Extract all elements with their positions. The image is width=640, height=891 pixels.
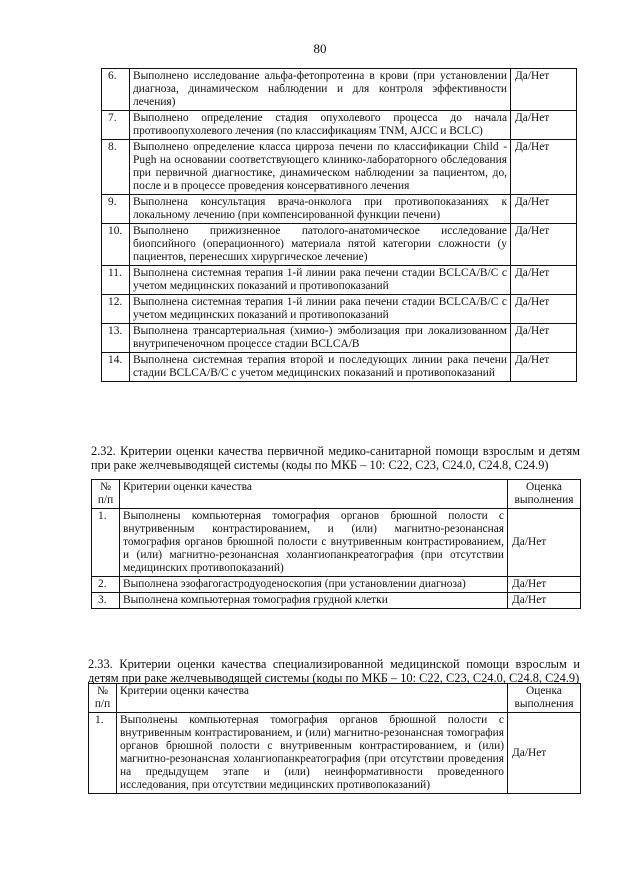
criteria-text: Выполнены компьютерная томография органов брюшной полости с внутривенным контрастированием, и (или) магнитно-резонансная томография органов брюшной полости с внутривенным контрастированием, и (или) магнитно-резонансная холангиопанкреатография (при отсутствии проведения на предыдущем этапе и (или) неинформативности проведенного исследования, при отсутствии медицинских противопоказаний): [117, 713, 508, 794]
result-cell: Да/Нет: [508, 593, 581, 609]
table-header-row: [89, 684, 581, 713]
result-cell: Да/Нет: [511, 224, 577, 266]
criteria-text: Выполнено прижизненное патолого-анатомическое исследование биопсийного (операционного) материала пятой категории сложности (у пациентов, перенесших хирургическое лечение): [130, 224, 511, 266]
row-number: 10.: [102, 224, 130, 266]
table-row: [102, 266, 577, 295]
table-row: [89, 713, 581, 794]
criteria-text: Выполнена компьютерная томография грудной клетки: [120, 593, 508, 609]
criteria-text: Выполнено определение стадия опухолевого процесса до начала противоопухолевого лечения (по классификациям TNM, AJCC и BCLC): [130, 111, 511, 140]
column-header-criteria: Критерии оценки качества: [120, 480, 508, 509]
row-number: 1.: [92, 509, 120, 577]
page-number: 80: [313, 41, 327, 56]
table-row: [102, 69, 577, 111]
result-cell: Да/Нет: [511, 111, 577, 140]
column-header-result: Оценка выполнения: [508, 480, 581, 509]
section-heading-2-32: 2.32. Критерии оценки качества первичной медико-санитарной помощи взрослым и детям при раке желчевыводящей системы (коды по МКБ – 10: C22, C23, C24.0, C24.8, C24.9): [91, 444, 580, 472]
table-row: [92, 509, 581, 577]
result-cell: Да/Нет: [508, 509, 581, 577]
table-row: [102, 324, 577, 353]
row-number: 1.: [89, 713, 117, 794]
criteria-text: Выполнена системная терапия 1-й линии рака печени стадии BCLCA/B/C с учетом медицинских показаний и противопоказаний: [130, 295, 511, 324]
criteria-text: Выполнена системная терапия второй и последующих линии рака печени стадии BCLCA/B/C с учетом медицинских показаний и противопоказаний: [130, 353, 511, 382]
column-header-number: № п/п: [89, 684, 117, 713]
row-number: 14.: [102, 353, 130, 382]
row-number: 3.: [92, 593, 120, 609]
criteria-text: Выполнены компьютерная томография органов брюшной полости с внутривенным контрастированием, и (или) магнитно-резонансная томография органов брюшной полости с внутривенным контрастированием, и (или) магнитно-резонансная холангиопанкреатография (при отсутствии медицинских противопоказаний): [120, 509, 508, 577]
result-cell: Да/Нет: [511, 324, 577, 353]
table-row: [102, 195, 577, 224]
table-row: [92, 593, 581, 609]
row-number: 2.: [92, 577, 120, 593]
row-number: 11.: [102, 266, 130, 295]
criteria-text: Выполнена трансартериальная (химио-) эмболизация при локализованном внутрипеченочном процессе стадии BCLCA/B: [130, 324, 511, 353]
criteria-table-continued: [101, 68, 577, 382]
result-cell: Да/Нет: [511, 266, 577, 295]
column-header-result: Оценка выполнения: [508, 684, 581, 713]
row-number: 12.: [102, 295, 130, 324]
column-header-criteria: Критерии оценки качества: [117, 684, 508, 713]
result-cell: Да/Нет: [511, 353, 577, 382]
result-cell: Да/Нет: [508, 713, 581, 794]
result-cell: Да/Нет: [511, 140, 577, 195]
table-row: [102, 224, 577, 266]
result-cell: Да/Нет: [511, 295, 577, 324]
criteria-text: Выполнено определение класса цирроза печени по классификации Child - Pugh на основании соответствующего клинико-лабораторного обследования при первичной диагностике, динамическом наблюдении за пациентом, до, после и в процессе проведения консервативного лечения: [130, 140, 511, 195]
criteria-text: Выполнена системная терапия 1-й линии рака печени стадии BCLCA/B/C с учетом медицинских показаний и противопоказаний: [130, 266, 511, 295]
table-header-row: [92, 480, 581, 509]
criteria-text: Выполнена эзофагогастродуоденоскопия (при установлении диагноза): [120, 577, 508, 593]
criteria-table-2-32: [91, 479, 581, 609]
criteria-text: Выполнена консультация врача-онколога при противопоказаниях к локальному лечению (при компенсированной функции печени): [130, 195, 511, 224]
result-cell: Да/Нет: [508, 577, 581, 593]
result-cell: Да/Нет: [511, 195, 577, 224]
result-cell: Да/Нет: [511, 69, 577, 111]
row-number: 6.: [102, 69, 130, 111]
row-number: 8.: [102, 140, 130, 195]
table-row: [102, 140, 577, 195]
row-number: 7.: [102, 111, 130, 140]
row-number: 13.: [102, 324, 130, 353]
table-row: [92, 577, 581, 593]
row-number: 9.: [102, 195, 130, 224]
criteria-text: Выполнено исследование альфа-фетопротеина в крови (при установлении диагноза, динамическом наблюдении и для контроля эффективности лечения): [130, 69, 511, 111]
table-row: [102, 295, 577, 324]
section-heading-2-33: 2.33. Критерии оценки качества специализированной медицинской помощи взрослым и детям при раке желчевыводящей системы (коды по МКБ – 10: C22, C23, C24.0, C24.8, C24.9): [88, 657, 580, 685]
table-row: [102, 353, 577, 382]
column-header-number: № п/п: [92, 480, 120, 509]
table-row: [102, 111, 577, 140]
criteria-table-2-33: [88, 683, 581, 794]
